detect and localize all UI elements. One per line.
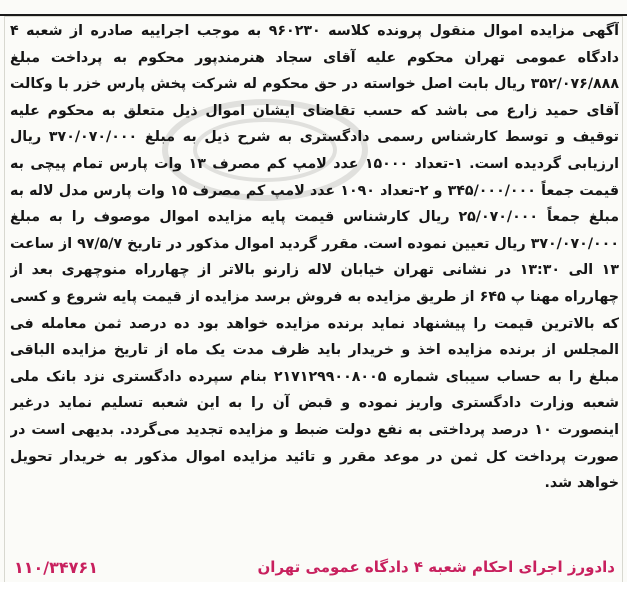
notice-body: آگهی مزایده اموال منقول پرونده کلاسه ۹۶۰۲۳۰ به موجب اجراییه صادره از شعبه ۴ دادگاه عمومی تهران محکوم علیه آقای سجاد هنرمندپور محکوم به پرداخت مبلغ ۳۵۲/۰۷۶/۸۸۸ ریال بابت اصل خواسته در حق محکوم له شرکت پخش پارس خزر با وکالت آقای حمید زارع می باشد که حسب تقاضای ایشان اموال ذیل متعلق به محکوم علیه توقیف و توسط کارشناس رسمی دادگستری به شرح ذیل به مبلغ ۳۷۰/۰۷۰/۰۰۰ ریال ارزیابی گردیده است. ۱-تعداد ۱۵۰۰۰ عدد لامپ کم مصرف ۱۳ وات پارس تمام پیچی به قیمت جمعاً ۳۴۵/۰۰۰/۰۰۰ و ۲-تعداد ۱۰۹۰ عدد لامپ کم مصرف ۱۵ وات پارس مدل لاله به مبلغ جمعاً ۲۵/۰۷۰/۰۰۰ ریال کارشناس قیمت پایه مزایده اموال موصوف را به مبلغ ۳۷۰/۰۷۰/۰۰۰ ریال تعیین نموده است. مقرر گردید اموال مذکور در تاریخ ۹۷/۵/۷ از ساعت ۱۳ الی ۱۳:۳۰ در نشانی تهران خیابان لاله زارنو بالاتر از چهارراه منوچهری بعد از چهارراه مهنا پ ۶۴۵ از طریق مزایده به فروش برسد مزایده از قیمت پایه شروع و کسی که بالاترین قیمت را پیشنهاد نماید برنده مزایده خواهد بود ده درصد ثمن معامله فی المجلس از برنده مزایده اخذ و خریدار باید ظرف مدت یک ماه از تاریخ مزایده الباقی مبلغ را به حساب سیبای شماره ۲۱۷۱۲۹۹۰۰۸۰۰۵ بنام سپرده دادگستری نزد بانک ملی شعبه وزارت دادگستری واریز نموده و قبض آن را به این شعبه تسلیم نماید درغیر اینصورت ۱۰ درصد پرداختی به نفع دولت ضبط و مزایده تجدید می‌گردد. بدیهی است در صورت پرداخت کل ثمن در موعد مقرر و تائید مزایده اموال مذکور به خریدار تحویل خواهد شد. bbox=[10, 23, 619, 492]
top-rule bbox=[0, 0, 627, 16]
bottom-band bbox=[0, 582, 627, 594]
notice-code: ۱۱۰/۳۴۷۶۱ bbox=[14, 557, 98, 577]
notice-footer bbox=[0, 553, 627, 581]
notice-signature: دادورز اجرای احکام شعبه ۴ دادگاه عمومی تهران bbox=[257, 558, 615, 576]
